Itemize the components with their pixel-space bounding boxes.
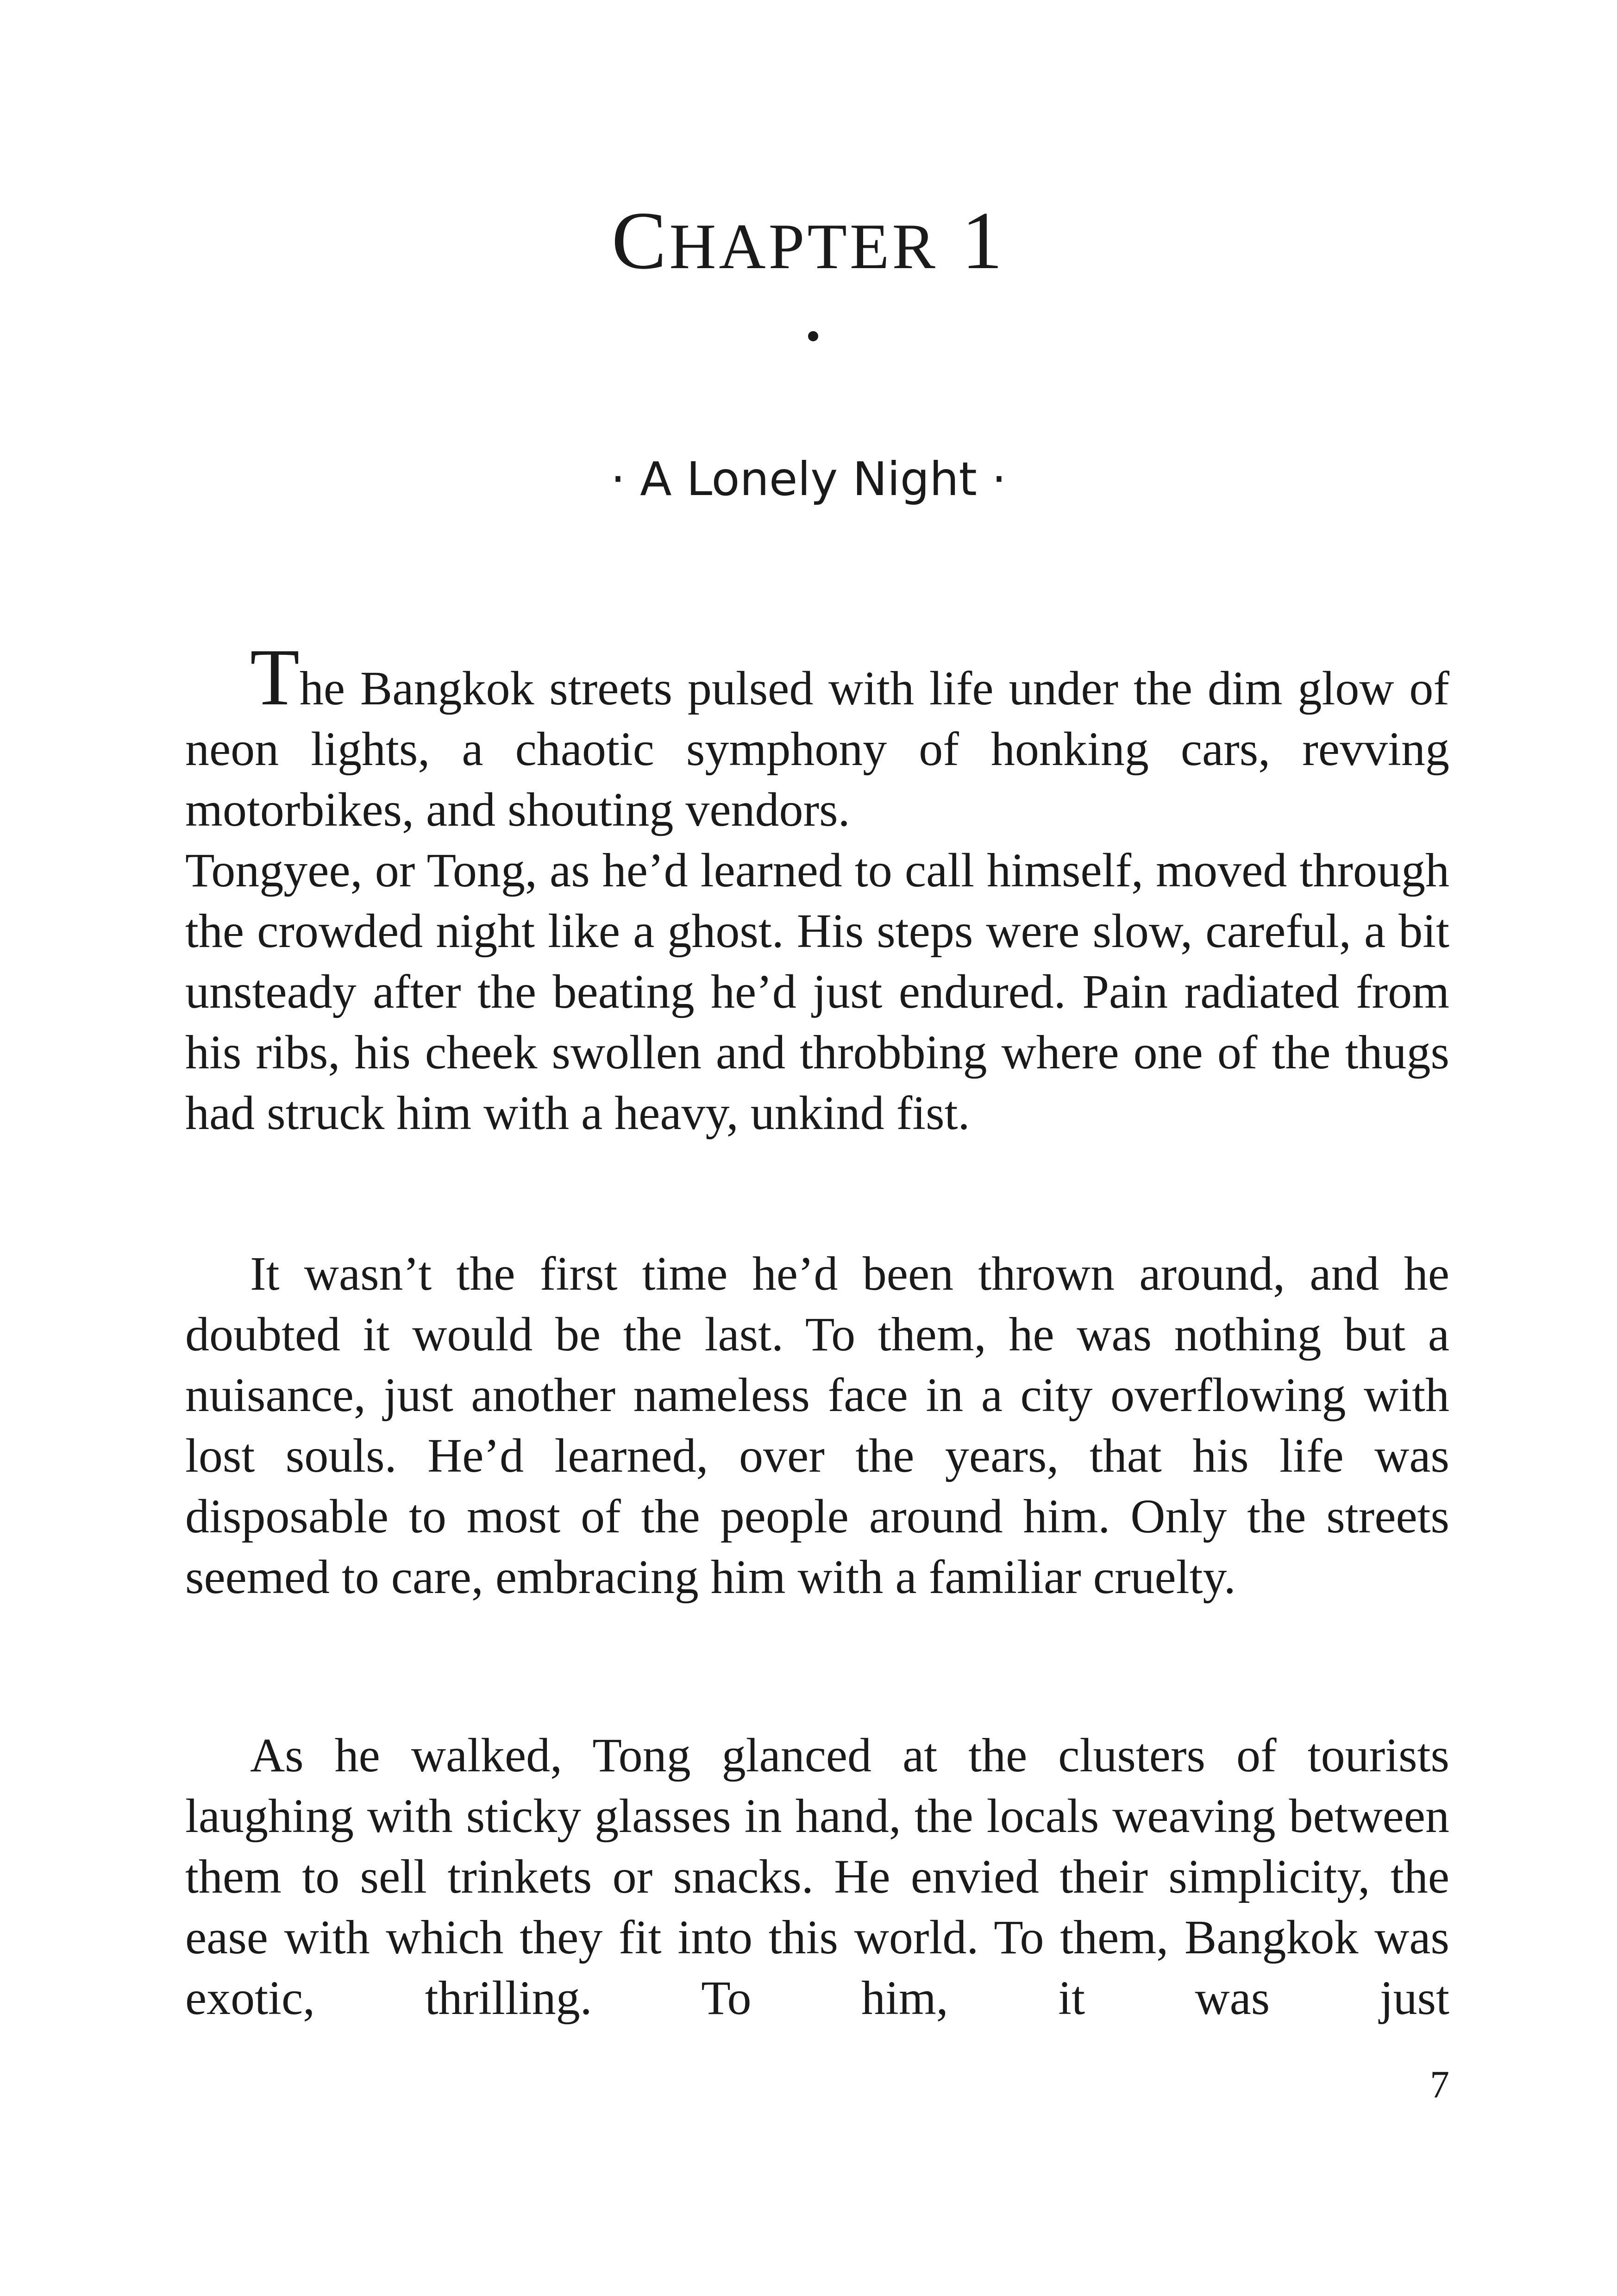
paragraph-2: Tongyee, or Tong, as he’d learned to call himself, moved through the crowded night like a ghost. His steps were slow, careful, a bit unsteady after the beating he’d just endured. Pain radiated from his ribs, his cheek swollen and throbbing where one of the thugs had struck him with a heavy, unkind fist.: [185, 844, 1449, 1140]
body-text-section-2: [185, 1243, 1449, 1607]
paragraph-1-text: he Bangkok streets pulsed with life under the dim glow of neon lights, a chaotic symphony of honking cars, revving motorbikes, and shouting vendors.: [185, 662, 1449, 836]
body-text-section-3: [185, 1725, 1449, 2028]
body-text-section-1: [185, 632, 1449, 1143]
chapter-title: · A Lonely Night ·: [610, 452, 1007, 506]
page-number: 7: [1430, 2063, 1449, 2106]
chapter-heading-initial: C: [611, 194, 670, 286]
chapter-heading: [0, 194, 1617, 286]
ornament-dot: [808, 331, 818, 341]
paragraph-1: [185, 632, 1449, 840]
paragraph-3: It wasn’t the first time he’d been thrown around, and he doubted it would be the last. To them, he was nothing but a nuisance, just another nameless face in a city overflowing with lost souls. He’d learned, over the years, that his life was disposable to most of the people around him. Only the streets seemed to care, embracing him with a familiar cruelty.: [185, 1247, 1449, 1604]
chapter-number: 1: [961, 194, 1006, 286]
paragraph-4: As he walked, Tong glanced at the clusters of tourists laughing with sticky glasses in hand, the locals weaving between them to sell trinkets or snacks. He envied their simplicity, the ease with which they fit into this world. To them, Bangkok was exotic, thrilling. To him, it was just: [185, 1729, 1449, 2025]
chapter-heading-word: HAPTER: [669, 211, 938, 282]
drop-initial: T: [250, 632, 300, 722]
